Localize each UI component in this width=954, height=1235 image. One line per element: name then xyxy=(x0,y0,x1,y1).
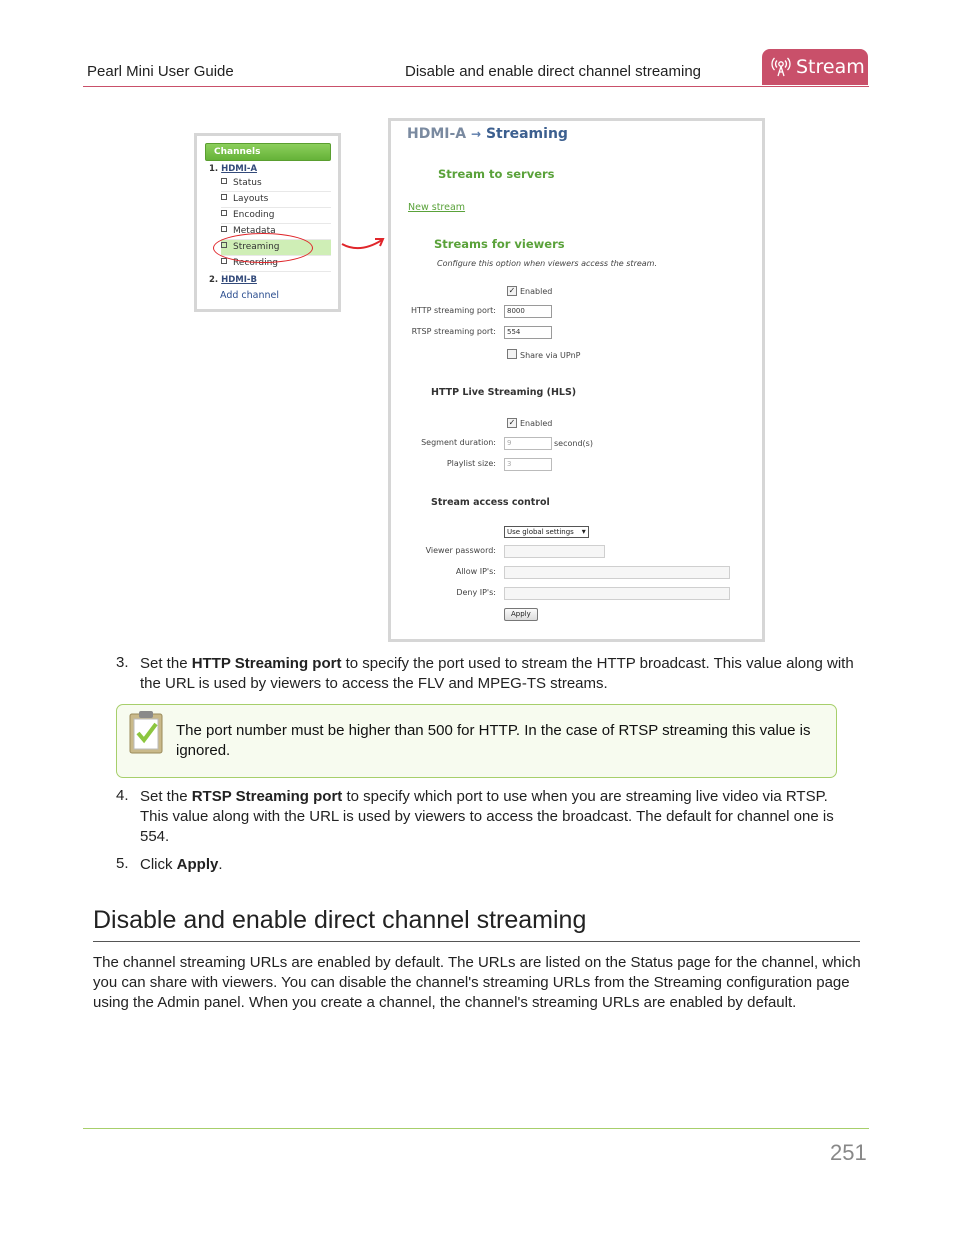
http-port-input[interactable]: 8000 xyxy=(504,305,552,318)
section-paragraph: The channel streaming URLs are enabled by default. The URLs are listed on the Status page for the channel, which you can share with viewers. You can disable the channel's streaming URLs from the Streaming configuration page using the Admin panel. When you create a channel, the channel's streaming URLs are enabled by default. xyxy=(93,954,861,1011)
upnp-checkbox[interactable] xyxy=(507,349,517,359)
new-stream-link[interactable]: New stream xyxy=(408,202,466,213)
breadcrumb xyxy=(407,126,568,142)
step-4-pre: Set the xyxy=(140,788,192,805)
step-4-post: to specify which port to use when you are streaming live video via RTSP. This value along with the URL is used by viewers to access the broadcast. The default for channel one is 554. xyxy=(140,788,834,845)
segment-duration-input[interactable]: 9 xyxy=(504,437,552,450)
step-5-post: . xyxy=(218,856,223,873)
header-rule xyxy=(83,86,869,87)
step-4-number: 4. xyxy=(116,787,129,804)
hls-enabled-checkbox[interactable]: ✓ xyxy=(508,418,516,427)
sidebar-item-label: Encoding xyxy=(233,210,275,220)
viewers-note: Configure this option when viewers access the stream. xyxy=(437,259,658,268)
heading-rule xyxy=(93,941,860,942)
sidebar-item-label: Streaming xyxy=(233,242,280,252)
section-heading: Disable and enable direct channel streaming xyxy=(93,906,587,934)
enabled-label: Enabled xyxy=(520,287,553,296)
playlist-size-label: Playlist size: xyxy=(446,459,496,468)
channel-2[interactable] xyxy=(209,275,257,285)
apply-button[interactable]: Apply xyxy=(504,608,538,621)
highlight-circle xyxy=(213,233,313,263)
sidebar-item-status[interactable] xyxy=(221,176,331,192)
breadcrumb-current: Streaming xyxy=(485,126,568,142)
rtsp-port-input[interactable]: 554 xyxy=(504,326,552,339)
step-5-number: 5. xyxy=(116,855,129,872)
channel-1-link[interactable]: HDMI-A xyxy=(221,164,258,174)
bullet-icon xyxy=(221,178,227,184)
sidebar-item-label: Metadata xyxy=(233,226,276,236)
chevron-down-icon: ▾ xyxy=(581,527,586,536)
step-3-pre: Set the xyxy=(140,655,192,672)
bullet-icon xyxy=(221,226,227,232)
sidebar-item-label: Layouts xyxy=(233,194,269,204)
streaming-config-panel xyxy=(388,118,765,642)
add-channel-link[interactable]: Add channel xyxy=(220,290,280,301)
page-number: 251 xyxy=(830,1140,867,1165)
streams-for-viewers-heading: Streams for viewers xyxy=(434,237,565,251)
breadcrumb-parent[interactable]: HDMI-A xyxy=(407,126,467,142)
viewer-password-input[interactable] xyxy=(504,545,605,558)
guide-title: Pearl Mini User Guide xyxy=(87,63,234,80)
sidebar-item-encoding[interactable] xyxy=(221,208,331,224)
access-select[interactable] xyxy=(504,526,589,538)
tip-box xyxy=(116,704,837,778)
channel-2-number: 2. xyxy=(209,275,219,285)
sidebar-item-label: Status xyxy=(233,178,262,188)
chapter-tab xyxy=(762,49,868,85)
hls-enabled-label: Enabled xyxy=(520,419,553,428)
clipboard-check-icon xyxy=(128,709,164,755)
access-control-heading: Stream access control xyxy=(431,497,550,508)
footer-rule xyxy=(83,1128,869,1129)
allow-ips-label: Allow IP's: xyxy=(455,567,496,576)
allow-ips-input[interactable] xyxy=(504,566,730,579)
access-select-value: Use global settings xyxy=(507,528,574,536)
sidebar-item-layouts[interactable] xyxy=(221,192,331,208)
bullet-icon xyxy=(221,194,227,200)
channels-header[interactable]: Channels xyxy=(205,143,331,161)
channels-sidebar xyxy=(194,133,341,312)
step-5-pre: Click xyxy=(140,856,177,873)
upnp-label: Share via UPnP xyxy=(520,351,581,360)
sidebar-item-label: Recording xyxy=(233,258,279,268)
viewer-password-label: Viewer password: xyxy=(425,546,496,555)
step-3-bold: HTTP Streaming port xyxy=(191,655,342,672)
channel-1-number: 1. xyxy=(209,164,219,174)
breadcrumb-arrow-icon: → xyxy=(471,127,482,141)
step-4-bold: RTSP Streaming port xyxy=(191,788,343,805)
segment-duration-label: Segment duration: xyxy=(421,438,496,447)
channel-1[interactable] xyxy=(209,164,257,174)
playlist-size-input[interactable]: 3 xyxy=(504,458,552,471)
chapter-tab-label: Stream xyxy=(796,56,865,78)
step-3-text xyxy=(140,654,855,694)
step-4-text xyxy=(140,787,855,847)
step-5-bold: Apply xyxy=(176,856,219,873)
http-port-label: HTTP streaming port: xyxy=(410,306,496,315)
enabled-checkbox[interactable]: ✓ xyxy=(508,286,516,295)
segment-unit: second(s) xyxy=(554,439,593,448)
broadcast-icon xyxy=(771,56,791,78)
rtsp-port-label: RTSP streaming port: xyxy=(411,327,496,336)
bullet-icon xyxy=(221,258,227,264)
deny-ips-input[interactable] xyxy=(504,587,730,600)
step-3-post: to specify the port used to stream the HTTP broadcast. This value along with the URL is used by viewers to access the FLV and MPEG-TS streams. xyxy=(140,655,854,692)
step-3-number: 3. xyxy=(116,654,129,671)
hls-heading: HTTP Live Streaming (HLS) xyxy=(431,387,577,398)
deny-ips-label: Deny IP's: xyxy=(456,588,496,597)
arrow-icon xyxy=(340,236,386,256)
stream-to-servers-heading: Stream to servers xyxy=(438,167,555,181)
step-5-text xyxy=(140,855,855,875)
running-section-title: Disable and enable direct channel streaming xyxy=(405,63,702,80)
tip-text: The port number must be higher than 500 for HTTP. In the case of RTSP streaming this value is ignored. xyxy=(176,722,811,759)
bullet-icon xyxy=(221,210,227,216)
channel-2-link[interactable]: HDMI-B xyxy=(221,275,257,285)
